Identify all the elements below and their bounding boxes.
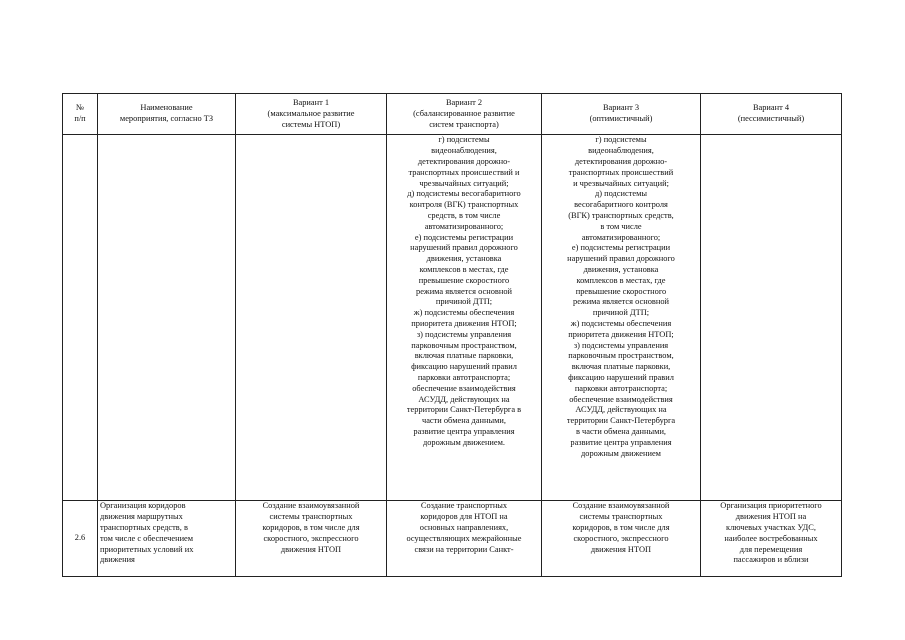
table-row — [63, 501, 842, 577]
variants-table — [62, 93, 842, 577]
row2-number: 2.6 — [63, 501, 98, 577]
table-header-row — [63, 94, 842, 135]
table-row — [63, 135, 842, 501]
row1-variant-3: г) подсистемы видеонаблюдения, детектирования дорожно- транспортных происшествий и чрезвычайных ситуаций; д) подсистемы весогабаритного контроля (ВГК) транспортных средств, в том числе автоматизированного; е) подсистемы регистрации нарушений правил дорожного движения, установка комплексов в местах, где превышение скоростного режима является основной причиной ДТП; ж) подсистемы обеспечения приоритета движения НТОП; з) подсистемы управления парковочным пространством, включая платные парковки, фиксацию нарушений правил парковки автотранспорта; обеспечение взаимодействия АСУДД, действующих на территории Санкт-Петербурга в части обмена данными, развитие центра управления дорожным движением — [542, 135, 701, 501]
row2-variant-3: Создание взаимоувязанной системы транспортных коридоров, в том числе для скоростного, экспрессного движения НТОП — [542, 501, 701, 577]
header-number: № п/п — [63, 94, 98, 135]
row1-variant-4 — [701, 135, 842, 501]
row1-variant-2: г) подсистемы видеонаблюдения, детектирования дорожно- транспортных происшествий и чрезвычайных ситуаций; д) подсистемы весогабаритного контроля (ВГК) транспортных средств, в том числе автоматизированного; е) подсистемы регистрации нарушений правил дорожного движения, установка комплексов в местах, где превышение скоростного режима является основной причиной ДТП; ж) подсистемы обеспечения приоритета движения НТОП; з) подсистемы управления парковочным пространством, включая платные парковки, фиксацию нарушений правил парковки автотранспорта; обеспечение взаимодействия АСУДД, действующих на территории Санкт-Петербурга в части обмена данными, развитие центра управления дорожным движением. — [387, 135, 542, 501]
row2-variant-4: Организация приоритетного движения НТОП на ключевых участках УДС, наиболее востребованных для перемещения пассажиров и вблизи — [701, 501, 842, 577]
row2-name: Организация коридоров движения маршрутных транспортных средств, в том числе с обеспечением приоритетных условий их движения — [98, 501, 236, 577]
row1-name — [98, 135, 236, 501]
header-variant-2: Вариант 2 (сбалансированное развитие систем транспорта) — [387, 94, 542, 135]
row1-variant-1 — [236, 135, 387, 501]
row2-variant-1: Создание взаимоувязанной системы транспортных коридоров, в том числе для скоростного, экспрессного движения НТОП — [236, 501, 387, 577]
header-variant-1: Вариант 1 (максимальное развитие системы НТОП) — [236, 94, 387, 135]
header-variant-3: Вариант 3 (оптимистичный) — [542, 94, 701, 135]
row2-variant-2: Создание транспортных коридоров для НТОП на основных направлениях, осуществляющих межрайонные связи на территории Санкт- — [387, 501, 542, 577]
header-name: Наименование мероприятия, согласно ТЗ — [98, 94, 236, 135]
header-variant-4: Вариант 4 (пессимистичный) — [701, 94, 842, 135]
row1-number — [63, 135, 98, 501]
